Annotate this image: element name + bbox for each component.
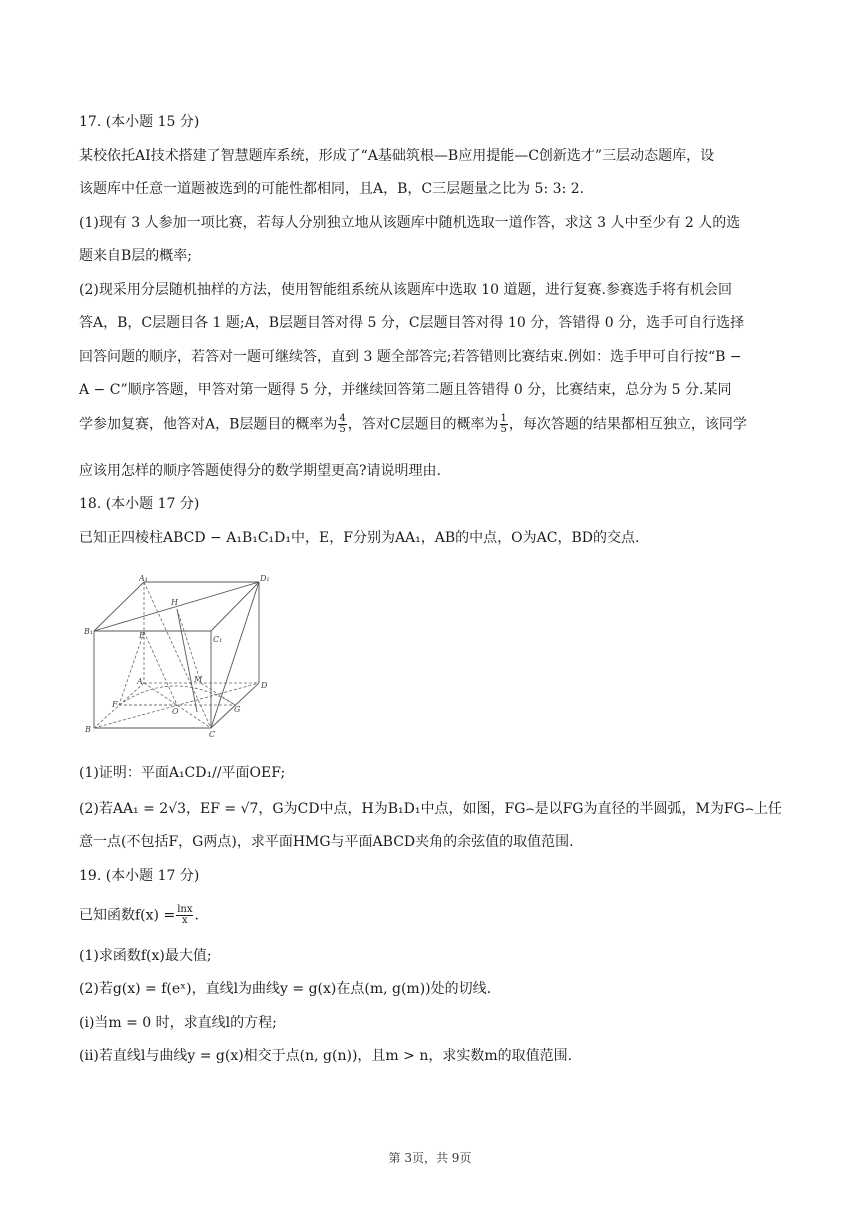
q17-stem-line1: 某校依托AI技术搭建了智慧题库系统，形成了“A基础筑根—B应用提能—C创新选才”三层动态题库，设 [79,148,715,164]
q18-part2-line1: (2)若AA₁ = 2√3，EF = √7，G为CD中点，H为B₁D₁中点，如图，FG⌢是以FG为直径的半圆弧，M为FG⌢上任 [79,801,782,817]
label-a1: A₁ [139,574,148,583]
fraction-one-fifth [500,414,508,435]
fraction-denominator: 5 [339,424,346,435]
page-number-footer: 第 3页，共 9页 [388,1151,472,1165]
label-c1: C₁ [213,635,223,644]
label-b1: B₁ [84,627,94,636]
q19-part1: (1)求函数f(x)最大值; [79,948,212,964]
q18-part1: (1)证明：平面A₁CD₁//平面OEF; [79,765,286,781]
q17-header: 17. (本小题 15 分) [79,114,200,130]
q19-stem-b: . [194,907,199,924]
label-f: F [112,700,118,709]
q17-part1-line1: (1)现有 3 人参加一项比赛，若每人分别独立地从该题库中随机选取一道作答，求这 3 人中至少有 2 人的选 [79,215,741,231]
q17-part2-line6: 应该用怎样的顺序答题使得分的数学期望更高?请说明理由. [79,463,441,479]
q17-part2-line5 [79,414,800,435]
q17-part2-line1: (2)现采用分层随机抽样的方法，使用智能组系统从该题库中选取 10 道题，进行复赛.参赛选手将有机会回 [79,282,732,298]
q17-part2-line5-a: 学参加复赛，他答对A，B层题目的概率为 [79,416,338,433]
semicircle-arc-fg [119,686,235,705]
label-e: E [139,631,145,640]
fraction-denominator: 5 [500,424,507,435]
label-b: B [85,725,91,734]
q18-stem: 已知正四棱柱ABCD − A₁B₁C₁D₁中，E，F分别为AA₁，AB的中点，O为AC，BD的交点. [79,530,640,546]
label-g: G [234,705,241,714]
fraction-four-fifths [338,414,346,435]
fraction-numerator: 4 [339,413,346,424]
q19-part2: (2)若g(x) = f(eˣ)，直线l为曲线y = g(x)在点(m, g(m))处的切线. [79,981,492,997]
q19-part2-i: (i)当m = 0 时，求直线l的方程; [79,1015,277,1031]
q17-part2-line5-c: ，每次答题的结果都相互独立，该同学 [508,416,747,433]
q17-part2-line3: 回答问题的顺序，若答对一题可继续答，直到 3 题全部答完;若答错则比赛结束.例如：选手甲可自行按“B − [79,349,742,365]
q19-part2-ii: (ii)若直线l与曲线y = g(x)相交于点(n, g(n))，且m > n，求实数m的取值范围. [79,1048,573,1064]
q17-part1-line2: 题来自B层的概率; [79,248,193,264]
q19-stem [79,905,800,926]
q17-part2-line2: 答A，B，C层题目各 1 题;A，B层题目答对得 5 分，C层题目答对得 10 分，答错得 0 分，选手可自行选择 [79,315,745,331]
q17-part2-line5-b: ，答对C层题目的概率为 [347,416,499,433]
q17-part2-line4: A − C”顺序答题，甲答对第一题得 5 分，并继续回答第二题且答错得 0 分，比赛结束，总分为 5 分.某同 [79,382,732,398]
label-o: O [172,707,179,716]
fraction-denominator: x [182,915,188,926]
q18-header: 18. (本小题 17 分) [79,496,200,512]
label-a: A [137,677,143,686]
q19-stem-a: 已知函数f(x) = [79,907,176,924]
label-h: H [171,598,178,607]
label-d1: D₁ [260,574,270,583]
q19-header: 19. (本小题 17 分) [79,868,200,884]
fraction-numerator: lnx [177,904,193,915]
label-d: D [261,681,268,690]
label-c: C [209,730,216,738]
q18-part2-line2: 意一点(不包括F，G两点)，求平面HMG与平面ABCD夹角的余弦值的取值范围. [79,834,574,850]
q17-stem-line2: 该题库中任意一道题被选到的可能性都相同，且A，B，C三层题量之比为 5: 3: 2. [79,181,585,197]
label-m: M [194,675,203,684]
prism-figure [79,572,279,738]
fraction-lnx-over-x [176,905,193,926]
fraction-numerator: 1 [500,413,507,424]
